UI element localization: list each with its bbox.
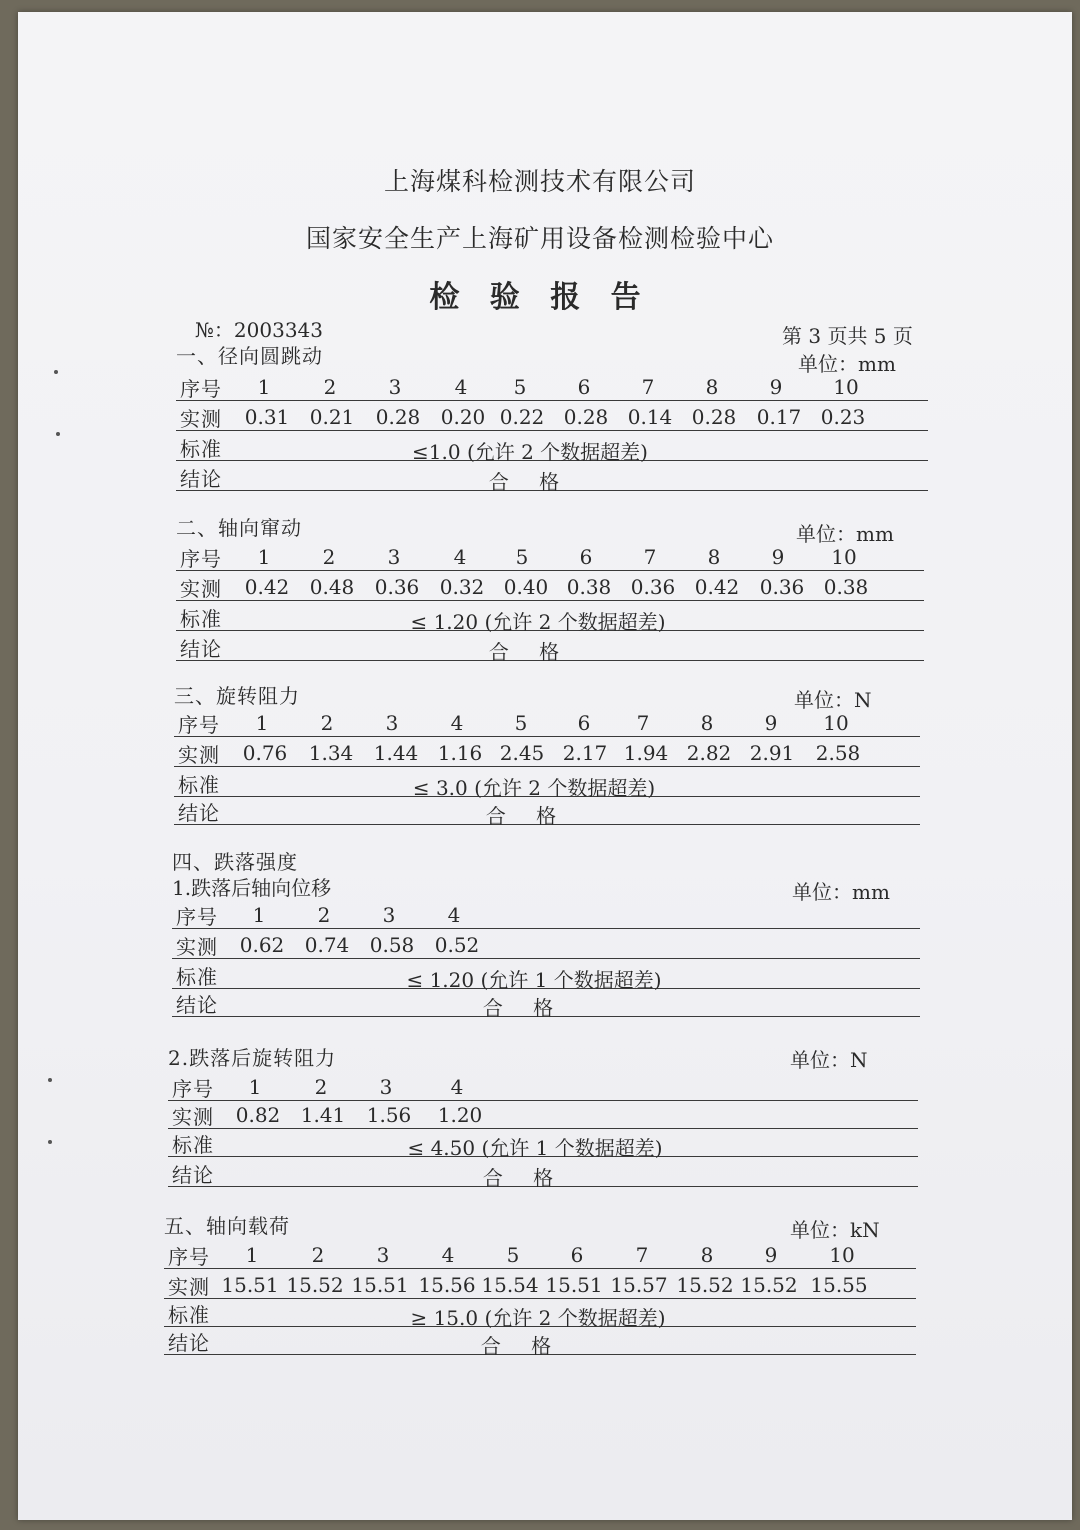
seq-cell: 6 xyxy=(579,545,593,569)
binding-hole xyxy=(56,432,60,436)
seq-cell: 1 xyxy=(245,1243,259,1267)
seq-label: 序号 xyxy=(176,905,218,929)
conclusion-label: 结论 xyxy=(180,467,222,491)
page-info: 第 3 页共 5 页 xyxy=(782,324,913,348)
seq-row xyxy=(164,1240,916,1269)
measured-cell: 0.36 xyxy=(759,575,805,599)
measured-cell: 0.38 xyxy=(566,575,612,599)
standard-row xyxy=(176,602,924,634)
measured-label: 实测 xyxy=(180,407,222,431)
standard-label: 标准 xyxy=(180,437,222,461)
seq-cell: 5 xyxy=(514,711,528,735)
conclusion-value: 合 格 xyxy=(482,996,566,1020)
standard-row xyxy=(168,1128,918,1160)
seq-row xyxy=(168,1072,918,1101)
section-title: 二、轴向窜动 xyxy=(176,516,302,540)
unit-label: 单位：kN xyxy=(790,1218,880,1242)
seq-cell: 2 xyxy=(323,375,337,399)
measured-row xyxy=(174,738,920,767)
measured-cell: 0.23 xyxy=(820,405,866,429)
seq-cell: 7 xyxy=(643,545,657,569)
binding-hole xyxy=(48,1140,52,1144)
seq-cell: 10 xyxy=(829,1243,855,1267)
conclusion-row xyxy=(176,632,924,664)
measured-cell: 0.82 xyxy=(235,1103,281,1127)
seq-cell: 1 xyxy=(257,545,271,569)
conclusion-row xyxy=(174,796,920,828)
measured-cell: 0.36 xyxy=(374,575,420,599)
measured-cell: 15.51 xyxy=(545,1273,603,1297)
seq-label: 序号 xyxy=(180,547,222,571)
seq-cell: 7 xyxy=(636,711,650,735)
conclusion-label: 结论 xyxy=(176,993,218,1017)
measured-cell: 0.38 xyxy=(823,575,869,599)
measured-cell: 0.58 xyxy=(369,933,415,957)
seq-cell: 4 xyxy=(450,711,464,735)
measured-cell: 0.62 xyxy=(239,933,285,957)
seq-cell: 9 xyxy=(771,545,785,569)
measured-cell: 0.17 xyxy=(756,405,802,429)
unit-label: 单位：mm xyxy=(796,522,894,546)
report-number: №：2003343 xyxy=(195,318,323,342)
measured-row xyxy=(168,1100,918,1129)
measured-cell: 0.74 xyxy=(304,933,350,957)
measured-cell: 15.52 xyxy=(740,1273,798,1297)
seq-cell: 4 xyxy=(447,903,461,927)
measured-cell: 0.32 xyxy=(439,575,485,599)
measured-cell: 15.55 xyxy=(810,1273,868,1297)
standard-row xyxy=(164,1298,916,1330)
seq-cell: 8 xyxy=(705,375,719,399)
conclusion-row xyxy=(168,1158,918,1190)
section-title: 2.跌落后旋转阻力 xyxy=(168,1046,337,1070)
seq-cell: 3 xyxy=(385,711,399,735)
conclusion-value: 合 格 xyxy=(482,1166,566,1190)
seq-cell: 2 xyxy=(322,545,336,569)
report-title: 检 验 报 告 xyxy=(429,280,651,315)
seq-cell: 2 xyxy=(317,903,331,927)
standard-row xyxy=(172,960,920,992)
seq-cell: 10 xyxy=(831,545,857,569)
conclusion-value: 合 格 xyxy=(488,470,572,494)
seq-cell: 2 xyxy=(314,1075,328,1099)
seq-row xyxy=(176,372,928,401)
measured-cell: 0.36 xyxy=(630,575,676,599)
seq-cell: 2 xyxy=(320,711,334,735)
measured-label: 实测 xyxy=(180,577,222,601)
seq-cell: 8 xyxy=(700,1243,714,1267)
seq-cell: 4 xyxy=(454,375,468,399)
measured-label: 实测 xyxy=(178,743,220,767)
measured-cell: 15.56 xyxy=(418,1273,476,1297)
seq-cell: 2 xyxy=(311,1243,325,1267)
conclusion-row xyxy=(164,1326,916,1358)
unit-label: 单位：mm xyxy=(792,880,890,904)
measured-cell: 1.94 xyxy=(623,741,669,765)
section-title: 四、跌落强度 xyxy=(172,850,298,874)
measured-cell: 2.58 xyxy=(815,741,861,765)
measured-cell: 15.57 xyxy=(610,1273,668,1297)
center-name: 国家安全生产上海矿用设备检测检验中心 xyxy=(305,224,774,253)
seq-label: 序号 xyxy=(178,713,220,737)
standard-label: 标准 xyxy=(176,965,218,989)
measured-cell: 15.54 xyxy=(481,1273,539,1297)
measured-cell: 2.45 xyxy=(499,741,545,765)
measured-cell: 0.52 xyxy=(434,933,480,957)
seq-cell: 5 xyxy=(506,1243,520,1267)
measured-cell: 0.40 xyxy=(503,575,549,599)
section-title: 一、径向圆跳动 xyxy=(176,344,323,368)
seq-row xyxy=(174,708,920,737)
measured-cell: 0.31 xyxy=(244,405,290,429)
conclusion-row xyxy=(176,462,928,494)
seq-cell: 1 xyxy=(255,711,269,735)
measured-cell: 0.28 xyxy=(563,405,609,429)
seq-cell: 9 xyxy=(764,1243,778,1267)
measured-cell: 0.48 xyxy=(309,575,355,599)
measured-cell: 15.51 xyxy=(221,1273,279,1297)
seq-cell: 9 xyxy=(769,375,783,399)
seq-cell: 7 xyxy=(641,375,655,399)
measured-row xyxy=(164,1270,916,1299)
seq-cell: 3 xyxy=(379,1075,393,1099)
seq-cell: 5 xyxy=(513,375,527,399)
measured-cell: 0.28 xyxy=(691,405,737,429)
standard-label: 标准 xyxy=(180,607,222,631)
unit-label: 单位：N xyxy=(794,688,872,712)
seq-label: 序号 xyxy=(172,1077,214,1101)
seq-cell: 3 xyxy=(388,375,402,399)
seq-cell: 3 xyxy=(376,1243,390,1267)
binding-hole xyxy=(54,370,58,374)
standard-value: ≤ 3.0 (允许 2 个数据超差) xyxy=(412,776,656,800)
measured-cell: 1.44 xyxy=(373,741,419,765)
seq-cell: 10 xyxy=(823,711,849,735)
measured-cell: 1.34 xyxy=(308,741,354,765)
seq-cell: 7 xyxy=(635,1243,649,1267)
seq-cell: 6 xyxy=(577,375,591,399)
conclusion-label: 结论 xyxy=(168,1331,210,1355)
measured-row xyxy=(172,930,920,959)
standard-value: ≤ 1.20 (允许 1 个数据超差) xyxy=(406,968,662,992)
seq-cell: 10 xyxy=(833,375,859,399)
standard-label: 标准 xyxy=(178,773,220,797)
measured-cell: 1.16 xyxy=(437,741,483,765)
measured-row xyxy=(176,402,928,431)
standard-label: 标准 xyxy=(172,1133,214,1157)
binding-hole xyxy=(48,1078,52,1082)
section-title: 五、轴向载荷 xyxy=(164,1214,290,1238)
conclusion-value: 合 格 xyxy=(488,640,572,664)
measured-cell: 15.52 xyxy=(286,1273,344,1297)
measured-cell: 0.76 xyxy=(242,741,288,765)
seq-cell: 8 xyxy=(707,545,721,569)
unit-label: 单位：N xyxy=(790,1048,868,1072)
seq-cell: 1 xyxy=(248,1075,262,1099)
seq-row xyxy=(176,542,924,571)
seq-cell: 5 xyxy=(515,545,529,569)
conclusion-label: 结论 xyxy=(180,637,222,661)
section-title: 三、旋转阻力 xyxy=(174,684,300,708)
measured-cell: 0.21 xyxy=(309,405,355,429)
seq-cell: 1 xyxy=(252,903,266,927)
measured-cell: 2.91 xyxy=(749,741,795,765)
standard-label: 标准 xyxy=(168,1303,210,1327)
conclusion-label: 结论 xyxy=(172,1163,214,1187)
measured-cell: 0.20 xyxy=(440,405,486,429)
measured-cell: 2.17 xyxy=(562,741,608,765)
seq-cell: 4 xyxy=(441,1243,455,1267)
standard-row xyxy=(176,432,928,464)
conclusion-row xyxy=(172,988,920,1020)
measured-cell: 0.22 xyxy=(499,405,545,429)
seq-cell: 6 xyxy=(570,1243,584,1267)
standard-value: ≤ 4.50 (允许 1 个数据超差) xyxy=(407,1136,663,1160)
measured-cell: 15.51 xyxy=(351,1273,409,1297)
measured-cell: 1.41 xyxy=(300,1103,346,1127)
seq-cell: 4 xyxy=(453,545,467,569)
standard-value: ≤ 1.20 (允许 2 个数据超差) xyxy=(410,610,666,634)
company-name: 上海煤科检测技术有限公司 xyxy=(383,167,696,196)
conclusion-value: 合 格 xyxy=(480,1334,564,1358)
seq-cell: 4 xyxy=(450,1075,464,1099)
conclusion-value: 合 格 xyxy=(485,804,569,828)
measured-cell: 0.42 xyxy=(244,575,290,599)
seq-cell: 9 xyxy=(764,711,778,735)
measured-cell: 1.56 xyxy=(366,1103,412,1127)
seq-cell: 1 xyxy=(257,375,271,399)
seq-label: 序号 xyxy=(180,377,222,401)
conclusion-label: 结论 xyxy=(178,801,220,825)
measured-label: 实测 xyxy=(172,1105,214,1129)
measured-cell: 0.42 xyxy=(694,575,740,599)
measured-label: 实测 xyxy=(176,935,218,959)
seq-label: 序号 xyxy=(168,1245,210,1269)
unit-label: 单位：mm xyxy=(798,352,896,376)
seq-cell: 3 xyxy=(387,545,401,569)
standard-value: ≤1.0 (允许 2 个数据超差) xyxy=(412,440,648,464)
measured-label: 实测 xyxy=(168,1275,210,1299)
seq-row xyxy=(172,900,920,929)
measured-row xyxy=(176,572,924,601)
measured-cell: 15.52 xyxy=(676,1273,734,1297)
seq-cell: 8 xyxy=(700,711,714,735)
seq-cell: 3 xyxy=(382,903,396,927)
standard-value: ≥ 15.0 (允许 2 个数据超差) xyxy=(410,1306,666,1330)
measured-cell: 2.82 xyxy=(686,741,732,765)
seq-cell: 6 xyxy=(577,711,591,735)
measured-cell: 0.28 xyxy=(375,405,421,429)
measured-cell: 1.20 xyxy=(437,1103,483,1127)
section-subtitle: 1.跌落后轴向位移 xyxy=(172,876,332,900)
measured-cell: 0.14 xyxy=(627,405,673,429)
standard-row xyxy=(174,768,920,800)
